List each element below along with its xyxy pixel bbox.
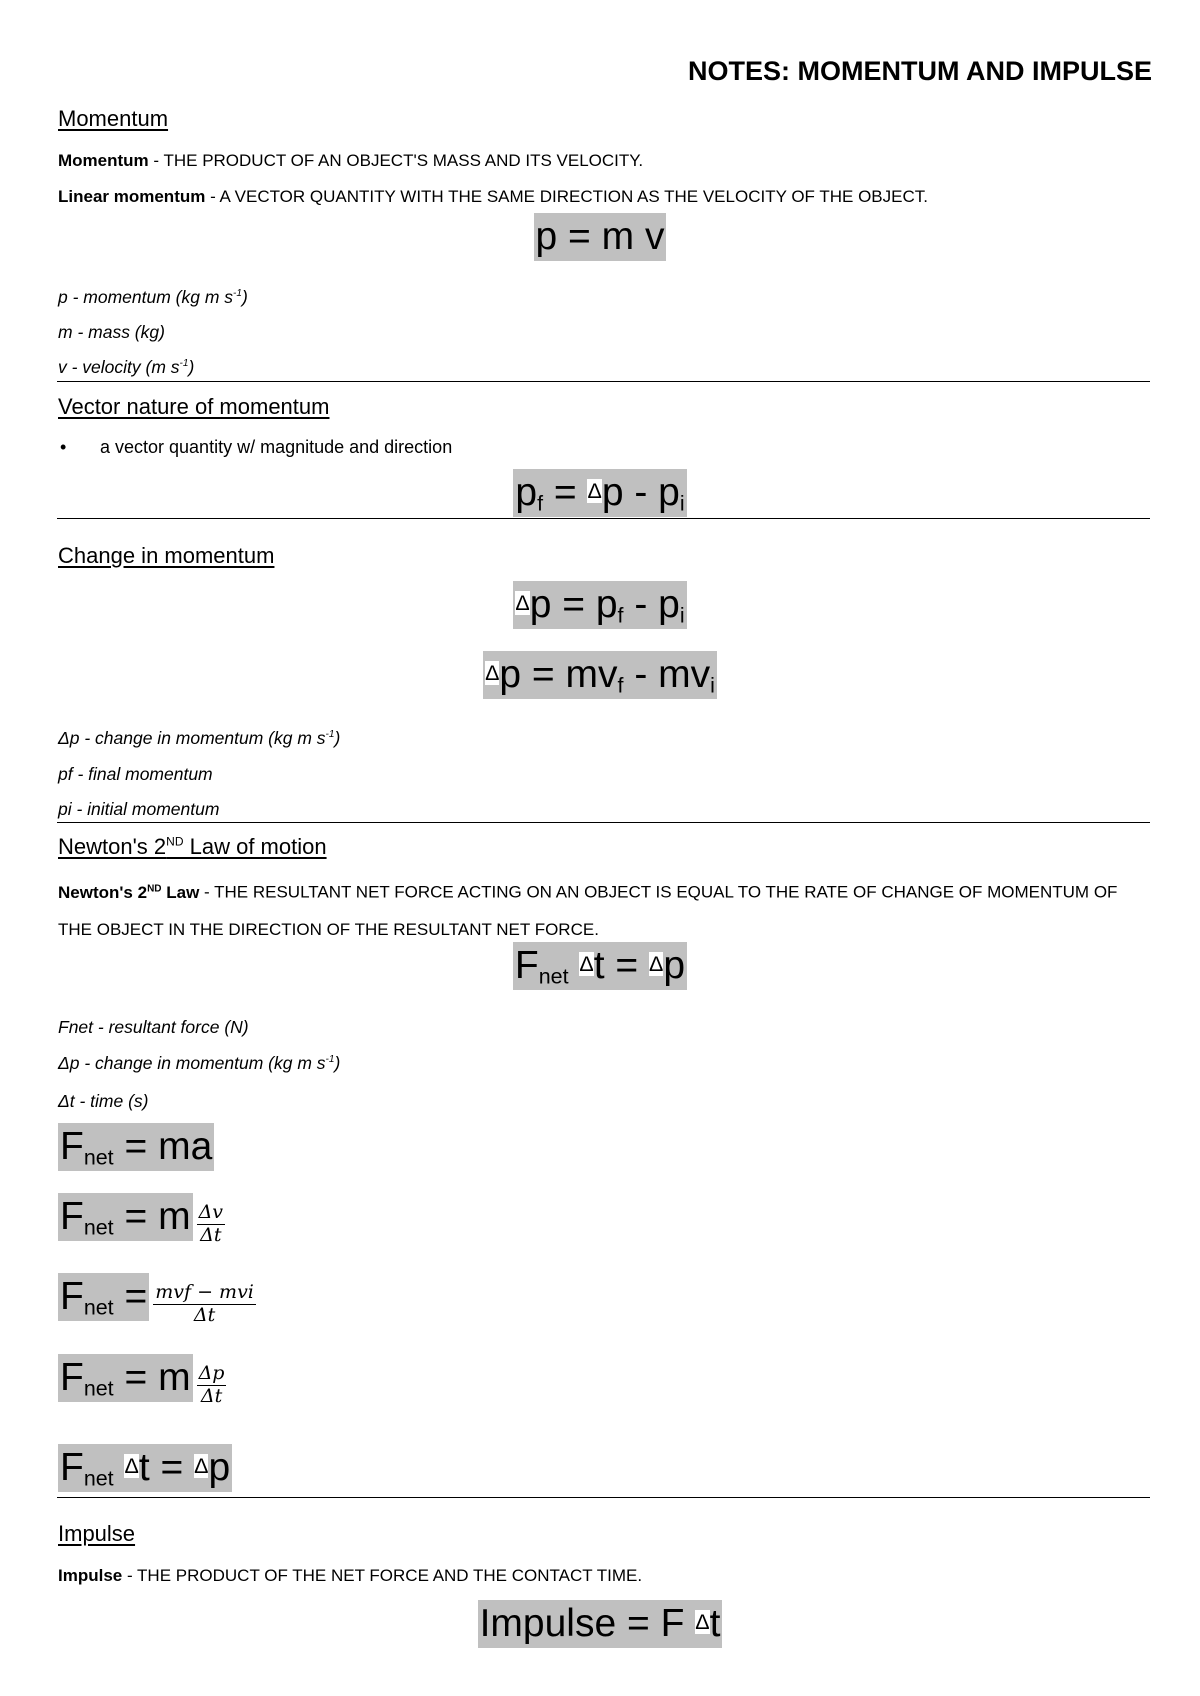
equation-momentum: p = m v [534, 213, 667, 261]
delta-symbol: Δ [124, 1453, 139, 1478]
equation-change-2-row [0, 655, 1200, 697]
var-change-in-momentum-2 [58, 1053, 340, 1074]
definition-momentum [58, 142, 1148, 179]
page-title: NOTES: MOMENTUM AND IMPULSE [688, 56, 1152, 86]
eq-symbol: = [543, 471, 588, 514]
equation-impulse-row [0, 1604, 1200, 1643]
term-newtons-second-law [58, 883, 199, 902]
equation-fnet-ma-row [58, 1127, 214, 1169]
term-text: Law [161, 882, 200, 902]
heading-change-in-momentum: Change in momentum [58, 543, 275, 568]
var-change-label: Δp - change in momentum (kg m s [58, 728, 326, 748]
equation-newton-row [0, 946, 1200, 988]
eq-symbol: F [60, 1195, 84, 1238]
eq-symbol: F [60, 1356, 84, 1399]
definition-newtons-text: - THE RESULTANT NET FORCE ACTING ON AN OBJECT IS EQUAL TO THE RATE OF CHANGE OF MOMENTUM OF THE OBJECT IN THE DIRECTION OF THE RESULTANT NET FORCE. [58, 882, 1118, 939]
var-velocity [58, 357, 194, 378]
heading-text: Law of motion [183, 834, 327, 859]
eq-subscript: i [679, 603, 685, 628]
eq-symbol: t = [138, 1446, 195, 1489]
term-impulse: Impulse [58, 1566, 123, 1585]
var-mass: m - mass (kg) [58, 322, 165, 342]
var-velocity-label: v - velocity (m s [58, 357, 180, 377]
equation-fnet-m-dv-dt-row [58, 1197, 225, 1247]
equation-impulse [478, 1600, 723, 1648]
var-change-in-momentum [58, 728, 340, 749]
eq-symbol: F [60, 1446, 84, 1489]
delta-symbol: Δ [695, 1609, 710, 1634]
equation-final-momentum-row [0, 473, 1200, 515]
eq-subscript: net [83, 1466, 114, 1491]
eq-symbol: = ma [113, 1125, 213, 1168]
var-change-label: Δp - change in momentum (kg m s [58, 1053, 326, 1073]
fraction-numerator: Δv [198, 1201, 224, 1224]
heading-impulse: Impulse [58, 1521, 136, 1546]
eq-subscript: f [537, 491, 544, 516]
eq-subscript: f [617, 673, 624, 698]
delta-symbol: Δ [649, 951, 664, 976]
bullet-text: a vector quantity w/ magnitude and direction [100, 437, 453, 457]
unit-exponent: -1 [325, 729, 335, 741]
unit-close: ) [188, 357, 195, 377]
heading-newtons-second-law [58, 834, 327, 860]
eq-subscript: f [617, 603, 624, 628]
eq-symbol: = m [113, 1195, 191, 1238]
section-divider [57, 518, 1150, 519]
equation-final-momentum [513, 469, 686, 517]
var-momentum-label: p - momentum (kg m s [58, 287, 234, 307]
equation-fnet-m-dp-dt-row [58, 1358, 226, 1408]
heading-text: Newton's 2 [58, 834, 167, 859]
fraction-mvf-mvi-dt [153, 1282, 256, 1327]
definition-newtons-second-law [58, 870, 1148, 948]
eq-symbol: t = [593, 944, 650, 987]
equation-newton [513, 942, 687, 990]
eq-symbol: F [514, 944, 539, 987]
fraction-denominator: Δt [193, 1304, 216, 1327]
fraction-dp-dt [197, 1363, 227, 1408]
definition-linear-momentum-text: - A VECTOR QUANTITY WITH THE SAME DIRECTION AS THE VELOCITY OF THE OBJECT. [205, 187, 928, 206]
equation-fnet-mvf-mvi [58, 1273, 149, 1321]
unit-close: ) [334, 1053, 341, 1073]
eq-symbol: p - p [601, 471, 680, 514]
var-net-force: Fnet - resultant force (N) [58, 1017, 249, 1037]
bullet-marker: • [60, 437, 67, 457]
fraction-denominator: Δt [200, 1224, 222, 1247]
equation-fnet-dt-dp [58, 1444, 232, 1492]
eq-symbol: p [663, 944, 686, 987]
fraction-numerator: mvf − mvi [155, 1281, 254, 1304]
eq-subscript: net [83, 1376, 114, 1401]
definition-momentum-text: - THE PRODUCT OF AN OBJECT'S MASS AND ITS VELOCITY. [148, 151, 644, 170]
delta-symbol: Δ [587, 478, 602, 503]
equation-fnet-dt-dp-row [58, 1448, 232, 1490]
term-momentum: Momentum [58, 151, 149, 170]
definition-linear-momentum [58, 178, 1148, 215]
var-momentum [58, 287, 248, 308]
unit-close: ) [334, 728, 341, 748]
eq-symbol: p = p [529, 583, 618, 626]
delta-symbol: Δ [579, 951, 594, 976]
unit-close: ) [241, 287, 248, 307]
equation-change-2 [483, 651, 717, 699]
heading-vector-nature: Vector nature of momentum [58, 394, 330, 419]
eq-subscript: i [710, 673, 715, 698]
eq-symbol: p [515, 471, 538, 514]
eq-symbol: F [60, 1275, 84, 1318]
delta-symbol: Δ [194, 1453, 209, 1478]
definition-impulse-text: - THE PRODUCT OF THE NET FORCE AND THE CONTACT TIME. [122, 1566, 643, 1585]
delta-symbol: Δ [515, 590, 530, 615]
section-divider [57, 381, 1150, 382]
eq-symbol: Impulse = F [479, 1602, 696, 1645]
term-text: Newton's 2 [58, 882, 148, 902]
eq-subscript: i [679, 491, 685, 516]
eq-symbol: F [60, 1125, 84, 1168]
equation-change-1-row [0, 585, 1200, 627]
eq-subscript: net [83, 1215, 114, 1240]
eq-symbol: - p [623, 583, 680, 626]
equation-change-1 [513, 581, 686, 629]
equation-fnet-mvf-mvi-row [58, 1277, 256, 1327]
eq-subscript: net [83, 1295, 114, 1320]
eq-symbol: = [113, 1275, 148, 1318]
eq-symbol: = m [113, 1356, 191, 1399]
eq-subscript: net [538, 964, 569, 989]
eq-symbol: t [709, 1602, 721, 1645]
unit-exponent: -1 [325, 1054, 335, 1066]
eq-subscript: net [83, 1145, 114, 1170]
equation-fnet-m-dp-dt [58, 1354, 193, 1402]
var-final-momentum: pf - final momentum [58, 764, 213, 784]
eq-symbol: - mv [623, 653, 711, 696]
fraction-denominator: Δt [200, 1385, 223, 1408]
section-divider [57, 822, 1150, 823]
fraction-numerator: Δp [198, 1362, 225, 1385]
heading-superscript: ND [166, 834, 184, 849]
eq-symbol: p = mv [499, 653, 618, 696]
heading-momentum: Momentum [58, 106, 169, 131]
section-divider [57, 1497, 1150, 1498]
equation-fnet-ma [58, 1123, 214, 1171]
eq-symbol: p [208, 1446, 231, 1489]
var-initial-momentum: pi - initial momentum [58, 799, 220, 819]
equation-momentum-row [0, 217, 1200, 256]
equation-fnet-m-dv-dt [58, 1193, 193, 1241]
term-superscript: ND [147, 883, 162, 894]
delta-symbol: Δ [485, 660, 500, 685]
fraction-dv-dt [197, 1202, 225, 1247]
unit-exponent: -1 [233, 288, 242, 300]
var-time: Δt - time (s) [58, 1091, 149, 1111]
definition-impulse [58, 1557, 1148, 1594]
term-linear-momentum: Linear momentum [58, 187, 206, 206]
unit-exponent: -1 [179, 358, 189, 370]
